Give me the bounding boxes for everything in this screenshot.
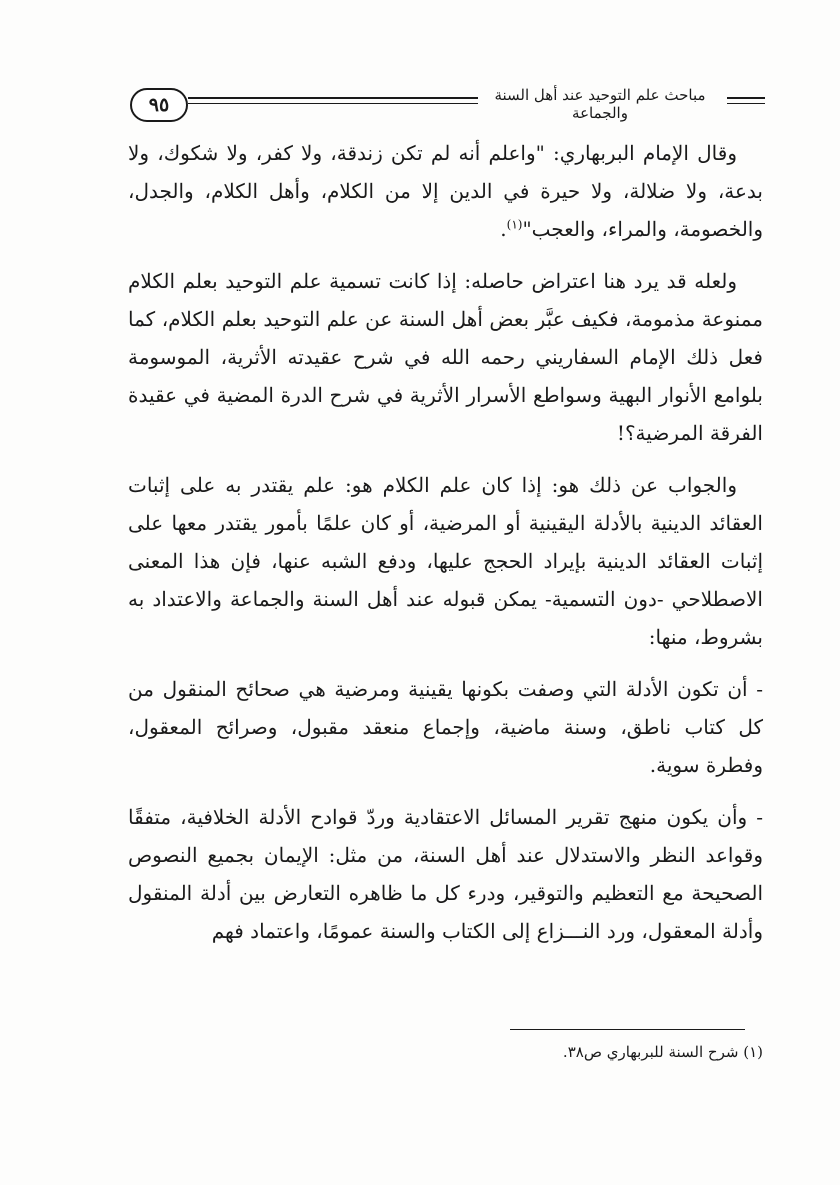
main-text <box>128 134 763 964</box>
header-tail-rule-thin <box>727 103 765 104</box>
footnote-reference[interactable]: (١) <box>506 217 523 232</box>
running-header <box>130 84 765 128</box>
paragraph-quote <box>128 134 763 248</box>
header-tail-rule <box>727 97 765 99</box>
paragraph-quote-text: وقال الإمام البربهاري: "واعلم أنه لم تكن زندقة، ولا كفر، ولا شكوك، ولا بدعة، ولا ضلالة، ولا حيرة في الدين إلا من الكلام، وأهل الكلام، والجدل، والخصومة، والمراء، والعجب" <box>128 141 763 241</box>
paragraph-answer: والجواب عن ذلك هو: إذا كان علم الكلام هو: علم يقتدر به على إثبات العقائد الدينية بالأدلة اليقينية أو المرضية، أو كان علمًا بأمور يقتدر معها على إثبات العقائد الدينية بإيراد الحجج عليها، ودفع الشبه عنها، فإن هذا المعنى الاصطلاحي -دون التسمية- يمكن قبوله عند أهل السنة والجماعة والاعتداد به بشروط، منها: <box>128 473 763 649</box>
condition-item-2: - وأن يكون منهج تقرير المسائل الاعتقادية وردّ قوادح الأدلة الخلافية، متفقًا وقواعد النظر والاستدلال عند أهل السنة، من مثل: الإيمان بجميع النصوص الصحيحة مع التعظيم والتوقير، ودرء كل ما ظاهره التعارض بين أدلة المنقول وأدلة المعقول، ورد النـــزاع إلى الكتاب والسنة عمومًا، واعتماد فهم <box>128 805 763 943</box>
paragraph-objection: ولعله قد يرد هنا اعتراض حاصله: إذا كانت تسمية علم التوحيد بعلم الكلام ممنوعة مذمومة، فكيف عبَّر بعض أهل السنة عن علم التوحيد بعلم الكلام، كما فعل ذلك الإمام السفاريني رحمه الله في شرح عقيدته الأثرية، الموسومة بلوامع الأنوار البهية وسواطع الأسرار الأثرية في شرح الدرة المضية في عقيدة الفرقة المرضية؟! <box>128 269 763 445</box>
footnote-separator <box>510 1029 745 1030</box>
book-title: مباحث علم التوحيد عند أهل السنة والجماعة <box>494 86 706 122</box>
header-rule-thin <box>188 103 478 104</box>
paragraph-quote-end: . <box>500 217 507 241</box>
footnote: (١) شرح السنة للبربهاري ص٣٨. <box>562 1043 763 1061</box>
header-rule <box>188 97 478 99</box>
page-number-badge: ٩٥ <box>130 88 188 122</box>
condition-item-1: - أن تكون الأدلة التي وصفت بكونها يقينية ومرضية هي صحائح المنقول من كل كتاب ناطق، وسنة ماضية، وإجماع منعقد مقبول، وصرائح المعقول، وفطرة سوية. <box>128 677 763 777</box>
